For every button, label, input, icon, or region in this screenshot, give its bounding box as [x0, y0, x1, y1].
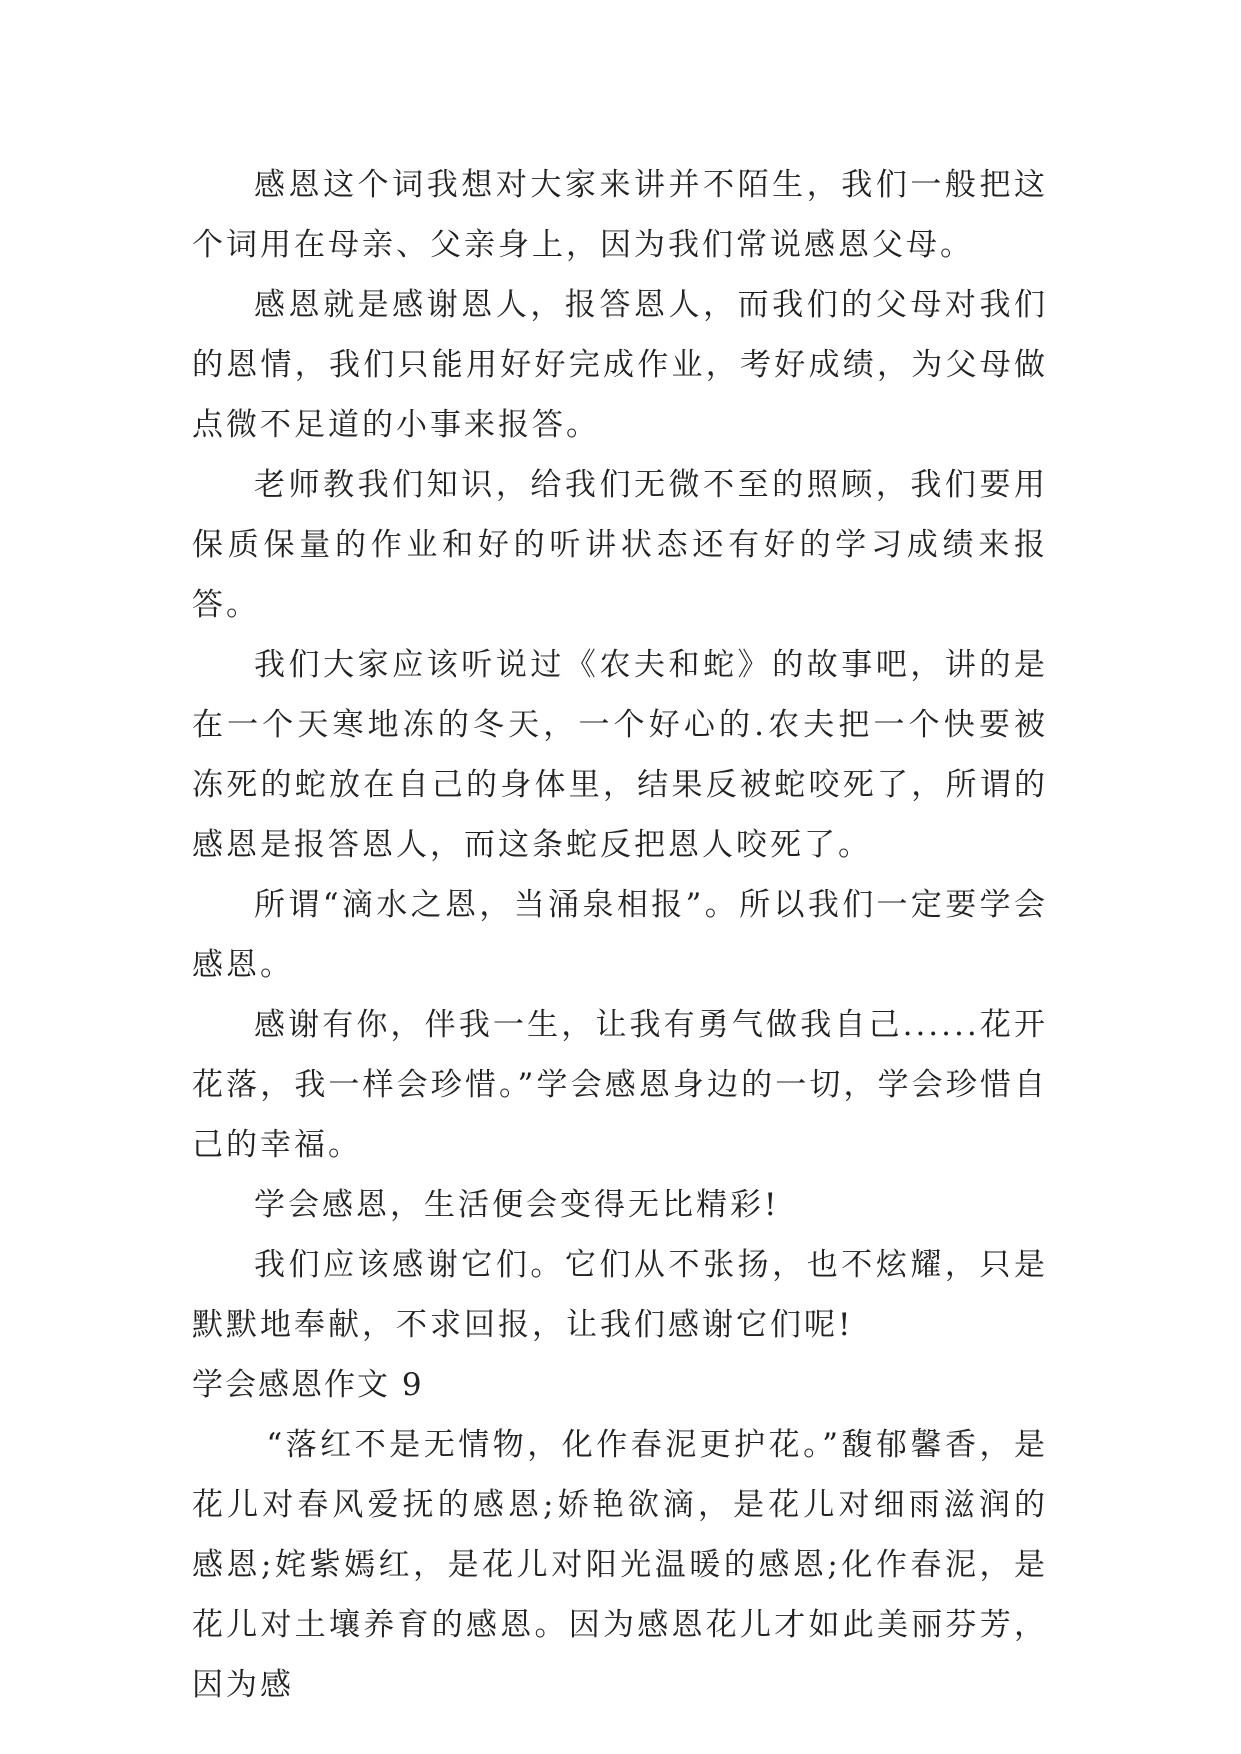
paragraph: 老师教我们知识，给我们无微不至的照顾，我们要用保质保量的作业和好的听讲状态还有好的学习成绩来报答。	[192, 467, 1048, 623]
document-body	[192, 155, 1048, 1715]
paragraph: 感恩就是感谢恩人，报答恩人，而我们的父母对我们的恩情，我们只能用好好完成作业，考好成绩，为父母做点微不足道的小事来报答。	[192, 287, 1048, 443]
paragraph: “落红不是无情物，化作春泥更护花。”馥郁馨香，是花儿对春风爱抚的感恩;娇艳欲滴，是花儿对细雨滋润的感恩;姹紫嫣红，是花儿对阳光温暖的感恩;化作春泥，是花儿对土壤养育的感恩。因为感恩花儿才如此美丽芬芳，因为感	[192, 1427, 1048, 1703]
paragraph: 学会感恩，生活便会变得无比精彩!	[254, 1187, 780, 1223]
paragraph: 我们应该感谢它们。它们从不张扬，也不炫耀，只是默默地奉献，不求回报，让我们感谢它们呢!	[192, 1247, 1048, 1343]
paragraph: 所谓“滴水之恩，当涌泉相报”。所以我们一定要学会感恩。	[192, 887, 1048, 983]
paragraph: 感谢有你，伴我一生，让我有勇气做我自己......花开花落，我一样会珍惜。”学会感恩身边的一切，学会珍惜自己的幸福。	[192, 1007, 1048, 1163]
section-heading: 学会感恩作文 9	[192, 1367, 424, 1403]
paragraph: 感恩这个词我想对大家来讲并不陌生，我们一般把这个词用在母亲、父亲身上，因为我们常说感恩父母。	[192, 167, 1048, 263]
paragraph: 我们大家应该听说过《农夫和蛇》的故事吧，讲的是在一个天寒地冻的冬天，一个好心的.农夫把一个快要被冻死的蛇放在自己的身体里，结果反被蛇咬死了，所谓的感恩是报答恩人，而这条蛇反把恩人咬死了。	[192, 647, 1048, 863]
